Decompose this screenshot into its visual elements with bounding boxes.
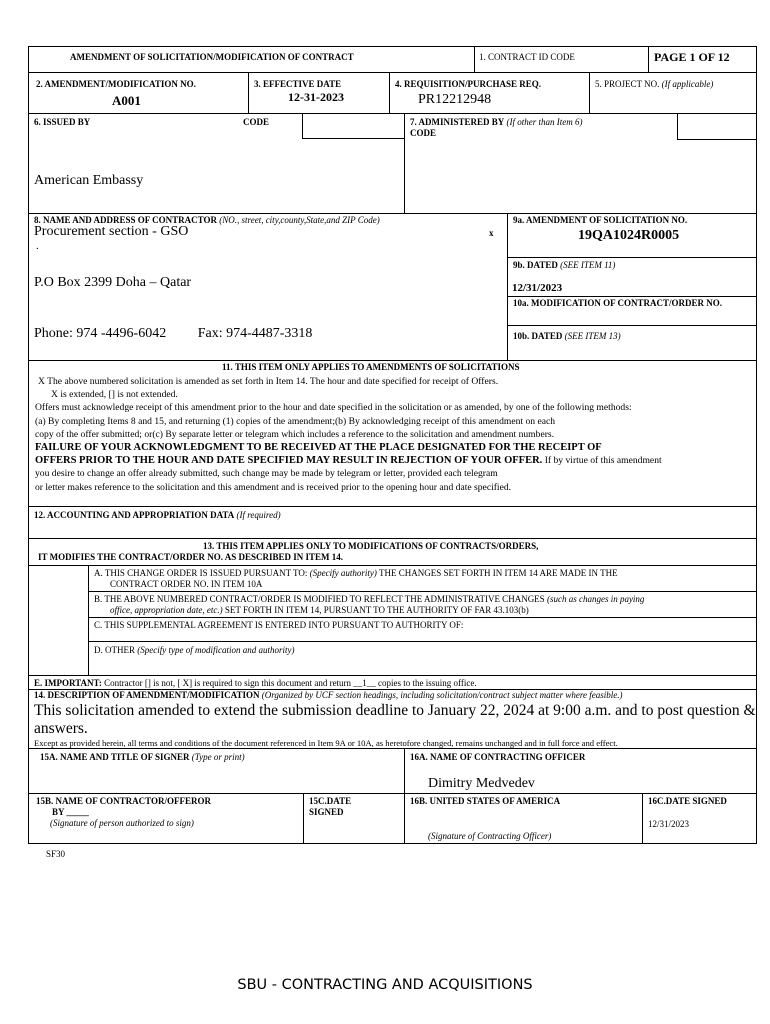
administered-code-label: CODE <box>410 128 437 138</box>
description-label: 14. DESCRIPTION OF AMENDMENT/MODIFICATION (Organized by UCF section headings, including solicitation/contract subject matter where feasible.) <box>34 690 623 700</box>
page-footer: SBU - CONTRACTING AND ACQUISITIONS <box>237 977 533 993</box>
item11-heading: 11. THIS ITEM ONLY APPLIES TO AMENDMENTS OF SOLICITATIONS <box>222 362 520 372</box>
form-code: SF30 <box>46 849 66 859</box>
contract-id-label: 1. CONTRACT ID CODE <box>479 52 575 62</box>
contractor-signature-block: 15B. NAME OF CONTRACTOR/OFFEROR BY _____ (Signature of person authorized to sign) <box>36 796 212 828</box>
item11-line: or letter makes reference to the solicitation and this amendment and is received prior to the opening hour and date specified. <box>35 481 512 493</box>
item11-line: OFFERS PRIOR TO THE HOUR AND DATE SPECIFIED MAY RESULT IN REJECTION OF YOUR OFFER. If by virtue of this amendment <box>35 455 662 467</box>
requisition-label: 4. REQUISITION/PURCHASE REQ. <box>395 79 542 89</box>
effective-date-label: 3. EFFECTIVE DATE <box>254 79 342 89</box>
amendment-checkbox-mark[interactable]: x <box>489 228 494 238</box>
date-signed-16c-value[interactable]: 12/31/2023 <box>648 819 690 829</box>
item13-option-c: C. THIS SUPPLEMENTAL AGREEMENT IS ENTERED INTO PURSUANT TO AUTHORITY OF: <box>94 620 464 630</box>
issuer-address <box>34 141 312 358</box>
officer-signature-caption: (Signature of Contracting Officer) <box>428 831 552 841</box>
item11-line: copy of the offer submitted; or(c) By separate letter or telegram which includes a reference to the solicitation and amendment numbers. <box>35 428 555 440</box>
amendment-no-label: 2. AMENDMENT/MODIFICATION NO. <box>36 79 196 89</box>
issued-by-label: 6. ISSUED BY <box>34 117 91 127</box>
address-line: Procurement section - GSO <box>34 224 189 239</box>
item11-line: FAILURE OF YOUR ACKNOWLEDGMENT TO BE RECEIVED AT THE PLACE DESIGNATED FOR THE RECEIPT OF <box>35 442 602 454</box>
address-line: American Embassy <box>34 173 144 188</box>
amendment-description <box>34 702 756 738</box>
important-notice: E. IMPORTANT: Contractor [] is not, [ X] is required to sign this document and return __1__ copies to the issuing office. <box>34 678 477 688</box>
dated-10b-label: 10b. DATED (SEE ITEM 13) <box>513 331 621 341</box>
amendment-solicitation-label: 9a. AMENDMENT OF SOLICITATION NO. <box>513 215 688 225</box>
item11-line: you desire to change an offer already submitted, such change may be made by telegram or letter, provided each telegram <box>35 468 498 480</box>
item11-line: Offers must acknowledge receipt of this amendment prior to the hour and date specified in the solicitation or as amended, by one of the following methods: <box>35 402 632 414</box>
item13-option-d: D. OTHER (Specify type of modification and authority) <box>94 645 295 655</box>
description-line: This solicitation amended to extend the submission deadline to January 22, 2024 at 9:00 a.m. and to post question & <box>34 702 756 719</box>
amendment-solicitation-value[interactable]: 19QA1024R0005 <box>578 228 680 243</box>
signer-name-label: 15A. NAME AND TITLE OF SIGNER (Type or print) <box>40 752 245 762</box>
except-clause: Except as provided herein, all terms and conditions of the document referenced in Item 9A or 10A, as heretofore changed, remains unchanged and in full force and effect. <box>34 738 618 748</box>
address-line: P.O Box 2399 Doha – Qatar <box>34 275 192 290</box>
date-signed-15c: 15C.DATE SIGNED <box>309 796 352 817</box>
accounting-data-label: 12. ACCOUNTING AND APPROPRIATION DATA (If required) <box>34 510 281 520</box>
item11-line: X The above numbered solicitation is amended as set forth in Item 14. The hour and date specified for receipt of Offers. <box>38 376 499 387</box>
item13-heading: 13. THIS ITEM APPLIES ONLY TO MODIFICATIONS OF CONTRACTS/ORDERS, <box>203 541 539 551</box>
form-title: AMENDMENT OF SOLICITATION/MODIFICATION OF CONTRACT <box>70 52 354 62</box>
description-line: answers. <box>34 720 88 737</box>
effective-date-value[interactable]: 12-31-2023 <box>288 90 344 104</box>
issued-by-code-label: CODE <box>243 117 270 127</box>
contracting-officer-label: 16A. NAME OF CONTRACTING OFFICER <box>410 752 586 762</box>
item11-text <box>35 375 662 494</box>
project-no-label: 5. PROJECT NO. (If applicable) <box>595 79 714 89</box>
contractor-label: 8. NAME AND ADDRESS OF CONTRACTOR (NO., street, city,county,State,and ZIP Code) <box>34 215 380 225</box>
usa-label: 16B. UNITED STATES OF AMERICA <box>410 796 561 806</box>
amendment-no-value[interactable]: A001 <box>112 93 141 108</box>
address-line: Phone: 974 -4496-6042 Fax: 974-4487-3318 <box>34 326 313 341</box>
date-signed-16c-label: 16C.DATE SIGNED <box>648 796 727 806</box>
contractor-value[interactable]: . <box>36 240 39 252</box>
item13-subheading: IT MODIFIES THE CONTRACT/ORDER NO. AS DESCRIBED IN ITEM 14. <box>38 552 343 562</box>
contracting-officer-name[interactable]: Dimitry Medvedev <box>428 776 535 791</box>
administered-by-label: 7. ADMINISTERED BY (If other than Item 6) <box>410 117 583 127</box>
dated-9b-label: 9b. DATED (SEE ITEM 11) <box>513 260 616 270</box>
item11-line: (a) By completing Items 8 and 15, and returning (1) copies of the amendment;(b) By acknowledging receipt of this amendment on each <box>35 415 556 427</box>
requisition-value[interactable]: PR12212948 <box>418 92 492 107</box>
item13-option-b: B. THE ABOVE NUMBERED CONTRACT/ORDER IS MODIFIED TO REFLECT THE ADMINISTRATIVE CHANGES (such as changes in paying office, appropriation date, etc.) SET FORTH IN ITEM 14, PURSUANT TO THE AUTHORITY OF FAR 43.103(b) <box>94 594 645 615</box>
modification-contract-label: 10a. MODIFICATION OF CONTRACT/ORDER NO. <box>513 298 723 308</box>
dated-9b-value[interactable]: 12/31/2023 <box>512 282 563 294</box>
item13-option-a: A. THIS CHANGE ORDER IS ISSUED PURSUANT TO: (Specify authority) THE CHANGES SET FORTH IN ITEM 14 ARE MADE IN THE CONTRACT ORDER NO. IN ITEM 10A <box>94 568 618 589</box>
page-number: PAGE 1 OF 12 <box>654 50 730 64</box>
item11-line: X is extended, [] is not extended. <box>51 389 178 401</box>
